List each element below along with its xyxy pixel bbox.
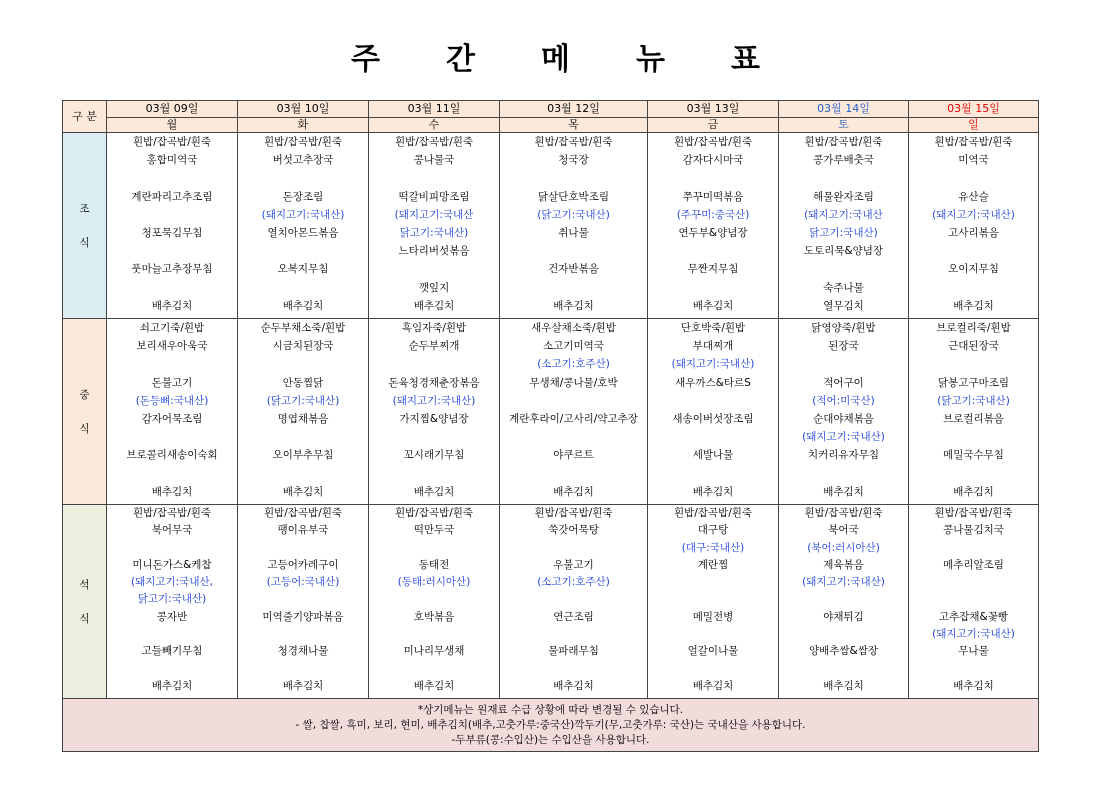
menu-item: 순두부찌개 [408,340,460,353]
menu-item: (대구:국내산) [681,541,745,554]
menu-item [238,540,368,557]
menu-item: (돼지고기:국내산) [802,576,885,589]
menu-item: 시금치된장국 [272,340,334,353]
menu-item: 느타리버섯볶음 [398,245,470,258]
menu-item [909,279,1038,297]
menu-item [779,465,908,483]
menu-item: (돈등뼈:국내산) [135,394,209,407]
menu-item: 숙주나물 [823,281,864,294]
menu-item: (돼지고기:국내산) [261,208,345,221]
menu-item: 배추김치 [413,299,455,312]
menu-item: 흰밥/잡곡밥/흰죽 [263,136,343,148]
menu-item [238,355,368,373]
menu-item: 흰밥/잡곡밥/흰죽 [534,136,613,148]
menu-item: 연근조림 [553,610,594,623]
menu-item: 우불고기 [553,558,594,571]
menu-item [648,169,778,187]
menu-item [107,279,237,297]
menu-item: (돼지고기:국내산) [392,394,476,407]
date-header: 03월 09일 [107,101,238,118]
menu-item: 메밀국수무침 [943,449,1004,462]
menu-item [107,465,237,483]
menu-item [500,540,647,557]
menu-item: 고등어카레구이 [267,558,339,571]
title-char: 뉴 [635,42,665,77]
menu-item: (돼지고기:국내산 [394,208,474,221]
menu-item: 쇠고기죽/흰밥 [139,322,205,334]
page-title [0,34,1111,78]
menu-item [648,428,778,446]
date-header: 03월 13일 [648,101,779,118]
menu-item [648,242,778,260]
title-char: 간 [446,42,475,77]
menu-item: 돈장조림 [282,190,324,203]
menu-item [779,169,908,187]
menu-item: 배추김치 [953,679,994,692]
menu-item: 흰밥/잡곡밥/흰죽 [673,136,753,148]
meal-label-dinner: 석 식 [63,505,107,699]
menu-item: 오이부추무침 [272,449,334,462]
menu-cell [238,133,369,319]
menu-item: 닭영양죽/흰밥 [811,322,876,334]
menu-item: 닭고기:국내산) [809,226,878,239]
menu-item: 새송이버섯장조림 [672,412,754,425]
menu-item: 감자다시마국 [682,154,744,167]
menu-item: 소고기미역국 [543,340,604,353]
menu-item: 해물완자조림 [813,190,874,203]
menu-item [238,591,368,608]
menu-item: 흰밥/잡곡밥/흰죽 [132,507,212,519]
menu-item [369,169,499,187]
menu-item: 무생채/콩나물/호박 [529,376,618,389]
meal-label-lunch: 중 식 [63,319,107,505]
menu-item [909,465,1038,483]
menu-item: 미나리무생채 [403,645,465,658]
menu-item: 배추김치 [823,679,864,692]
menu-item: 동태전 [418,558,450,571]
meal-label-breakfast: 조 식 [63,133,107,319]
menu-item [779,626,908,643]
menu-item: (소고기:호주산) [537,576,610,589]
menu-item: 취나물 [558,226,589,239]
weekly-menu-table [62,100,1039,752]
menu-cell [779,133,909,319]
weekday-header: 금 [648,118,779,133]
menu-item: 브로컬리볶음 [943,412,1004,425]
menu-item: (동태:러시아산) [397,576,471,589]
menu-item [500,465,647,483]
menu-item: 배추김치 [953,485,994,498]
menu-item: 야채튀김 [823,610,864,623]
menu-item [369,540,499,557]
menu-item: 배추김치 [953,299,994,312]
menu-item: 오이지무침 [948,263,999,276]
title-char: 메 [541,42,570,77]
menu-item: 계란찜 [697,558,729,571]
menu-item [369,591,499,608]
menu-item: 야쿠르트 [553,449,594,462]
menu-item: 쑥갓어묵탕 [548,524,599,537]
menu-cell [369,505,500,699]
menu-item: 치커리유자무침 [807,449,879,462]
menu-item: 배추김치 [553,679,594,692]
menu-item [107,661,237,678]
menu-item: 돈불고기 [151,376,193,389]
menu-item: 버섯고추장국 [272,154,334,167]
menu-item [909,591,1038,608]
menu-item [107,242,237,260]
menu-item: 호박볶음 [413,610,455,623]
menu-item: 배추김치 [282,679,324,692]
menu-item: 콩가루배춧국 [813,154,874,167]
menu-item: 제육볶음 [823,558,864,571]
menu-item: 브로콜리새송이숙회 [126,449,218,462]
menu-item [369,465,499,483]
menu-item [500,428,647,446]
menu-item [909,428,1038,446]
menu-item: 떡만두국 [413,524,455,537]
menu-item: 배추김치 [692,299,734,312]
menu-item: 깻잎지 [418,281,450,294]
menu-item [909,355,1038,373]
menu-item: 닭봉고구마조림 [937,376,1009,389]
menu-item: 열치아몬드볶음 [267,226,339,239]
date-header: 03월 15일 [909,101,1039,118]
menu-item: 무짠지무침 [687,263,739,276]
menu-item: 브로컬리죽/흰밥 [936,322,1011,334]
menu-item [107,169,237,187]
notice-footer [63,699,1039,752]
menu-item: (돼지고기:국내산) [671,358,755,371]
notice-line: - 쌀, 찹쌀, 흑미, 보리, 현미, 배추김치(배추,고춧가루:중국산)깍두기(무,고춧가루: 국산)는 국내산을 사용합니다. [295,718,806,731]
menu-item: 계란후라이/고사리/약고추장 [509,412,638,425]
menu-item: 양배추쌈&쌈장 [808,645,879,658]
menu-cell [648,505,779,699]
menu-cell [500,319,648,505]
menu-item [107,540,237,557]
menu-item: 흑임자죽/흰밥 [401,322,467,334]
menu-item [779,661,908,678]
menu-item: 유산슬 [958,190,989,203]
menu-cell [909,319,1039,505]
menu-cell [648,319,779,505]
menu-item: (돼지고기:국내산 [804,208,883,221]
menu-item [107,355,237,373]
menu-item [238,465,368,483]
menu-item: 흰밥/잡곡밥/흰죽 [934,136,1013,148]
menu-item [648,465,778,483]
weekday-header: 일 [909,118,1039,133]
menu-item: 배추김치 [413,679,455,692]
menu-item: 순두부채소죽/흰밥 [260,322,346,334]
menu-item: 물파래무침 [548,645,599,658]
weekday-header: 토 [779,118,909,133]
date-header: 03월 11일 [369,101,500,118]
menu-cell [779,505,909,699]
menu-item: 떡갈비피망조림 [398,190,470,203]
menu-cell [500,133,648,319]
menu-item: 된장국 [828,340,859,353]
menu-item: 북어무국 [151,524,193,537]
menu-item [648,661,778,678]
menu-item: (적어:미국산) [812,394,875,407]
menu-item: 쭈꾸미떡볶음 [682,190,744,203]
menu-item: (고등어:국내산) [266,576,340,589]
menu-cell [909,505,1039,699]
menu-item: 연두부&양념장 [678,226,748,239]
date-header: 03월 14일 [779,101,909,118]
menu-item: 배추김치 [692,679,734,692]
date-header: 03월 12일 [500,101,648,118]
menu-item: 닭살단호박조림 [537,190,609,203]
menu-cell [779,319,909,505]
menu-item: 흰밥/잡곡밥/흰죽 [132,136,212,148]
menu-item [238,661,368,678]
menu-item: 도토리묵&양념장 [803,245,884,258]
menu-item [369,260,499,278]
menu-item [648,392,778,410]
menu-item: 배추김치 [823,485,864,498]
menu-item: 고추잡채&꽃빵 [938,610,1009,623]
menu-item: (주꾸미:중국산) [676,208,750,221]
title-char: 주 [351,42,381,77]
menu-item: 오복지무침 [277,263,329,276]
menu-item: 북어국 [828,524,859,537]
menu-item: 적어구이 [823,376,864,389]
menu-item [648,574,778,591]
menu-item: 메추리알조림 [943,558,1004,571]
weekday-header: 화 [238,118,369,133]
menu-item: (소고기:호주산) [537,358,610,371]
menu-item: 배추김치 [553,299,594,312]
weekday-header: 수 [369,118,500,133]
menu-item [779,260,908,278]
menu-item: 콩자반 [156,610,188,623]
weekday-header: 목 [500,118,648,133]
menu-item: (닭고기:국내산) [937,394,1010,407]
menu-item: 청경채나물 [277,645,329,658]
menu-item [648,626,778,643]
menu-item: 청국장 [558,154,589,167]
menu-item: 흰밥/잡곡밥/흰죽 [394,507,474,519]
menu-cell [107,133,238,319]
menu-item: (돼지고기:국내산) [802,431,885,444]
notice-line: -두부류(콩:수입산)는 수입산을 사용합니다. [451,733,650,746]
menu-cell [369,319,500,505]
menu-item: 흰밥/잡곡밥/흰죽 [804,507,883,519]
menu-item: 대구탕 [697,524,729,537]
menu-item [500,591,647,608]
menu-item: 순대야채볶음 [813,412,874,425]
menu-item: (돼지고기:국내산, [131,576,213,589]
menu-item: 콩나물김치국 [943,524,1004,537]
menu-item: 미니돈가스&케찹 [132,558,212,571]
menu-item: 배추김치 [553,485,594,498]
menu-item [500,626,647,643]
menu-item: 청포묵김무침 [141,226,203,239]
menu-cell [107,319,238,505]
menu-item: 보리새우아욱국 [136,340,208,353]
menu-item: 감자어묵조림 [141,412,203,425]
menu-cell [238,505,369,699]
header-label: 구 분 [63,101,107,133]
menu-item [500,392,647,410]
menu-item: 홍합미역국 [146,154,198,167]
menu-item: 근대된장국 [948,340,999,353]
menu-item: (닭고기:국내산) [266,394,340,407]
menu-item [909,661,1038,678]
menu-item: 부대찌개 [692,340,734,353]
menu-item [107,206,237,224]
menu-item: 흰밥/잡곡밥/흰죽 [934,507,1013,519]
menu-item: (돼지고기:국내산) [932,628,1015,641]
menu-cell [500,505,648,699]
menu-item: 배추김치 [151,299,193,312]
menu-item: 풋마늘고추장무침 [131,263,213,276]
menu-cell [369,133,500,319]
menu-item [500,661,647,678]
menu-item [909,540,1038,557]
menu-item: (돼지고기:국내산) [932,208,1015,221]
menu-item: 닭고기:국내산) [399,226,469,239]
menu-item: 계란파리고추조림 [131,190,213,203]
menu-item: 새우까스&타르S [675,376,751,389]
menu-item: 명엽채볶음 [277,412,329,425]
menu-item: 무나물 [958,645,989,658]
menu-item: 닭고기:국내산) [137,593,207,606]
menu-item: 돈육청경채춘장볶음 [388,376,480,389]
menu-cell [909,133,1039,319]
title-char: 표 [730,42,760,77]
menu-item: 안동찜닭 [282,376,324,389]
menu-item [369,626,499,643]
menu-item: 얼갈이나물 [687,645,739,658]
menu-item: 열무김치 [823,299,864,312]
menu-item [500,169,647,187]
menu-item: 흰밥/잡곡밥/흰죽 [673,507,753,519]
menu-item [238,626,368,643]
menu-item [369,355,499,373]
menu-item: 배추김치 [282,485,324,498]
menu-item: 흰밥/잡곡밥/흰죽 [263,507,343,519]
notice-line: *상기메뉴는 원재료 수급 상황에 따라 변경될 수 있습니다. [417,703,684,716]
menu-item [909,169,1038,187]
menu-item [238,169,368,187]
menu-item: 고들빼기무침 [141,645,203,658]
menu-item [909,574,1038,591]
menu-item [648,591,778,608]
menu-item: 배추김치 [282,299,324,312]
menu-item: 단호박죽/흰밥 [680,322,746,334]
menu-item: 고사리볶음 [948,226,999,239]
menu-cell [107,505,238,699]
menu-item [369,661,499,678]
date-header: 03월 10일 [238,101,369,118]
menu-item: 꼬시래기무침 [403,449,465,462]
menu-cell [238,319,369,505]
weekday-header: 월 [107,118,238,133]
menu-item [238,242,368,260]
menu-item [500,279,647,297]
menu-cell [648,133,779,319]
menu-item: 배추김치 [413,485,455,498]
menu-item: (닭고기:국내산) [537,208,610,221]
menu-item: 팽이유부국 [277,524,329,537]
menu-item: 메밀전병 [692,610,734,623]
menu-item: (북어:러시아산) [807,541,880,554]
menu-item: 흰밥/잡곡밥/흰죽 [394,136,474,148]
menu-item [779,355,908,373]
menu-item [909,242,1038,260]
menu-item: 흰밥/잡곡밥/흰죽 [804,136,883,148]
menu-item: 건자반볶음 [548,263,599,276]
menu-item: 배추김치 [151,485,193,498]
menu-item: 배추김치 [692,485,734,498]
menu-item: 가지찜&양념장 [399,412,469,425]
menu-item: 미역줄기양파볶음 [262,610,344,623]
menu-item [369,428,499,446]
menu-item [107,428,237,446]
menu-item: 세발나물 [692,449,734,462]
menu-item: 콩나물국 [413,154,455,167]
menu-item [238,279,368,297]
menu-item [779,591,908,608]
menu-item [500,242,647,260]
menu-item [648,279,778,297]
menu-item: 미역국 [958,154,989,167]
menu-item [238,428,368,446]
menu-item [107,626,237,643]
menu-item: 새우살채소죽/흰밥 [531,322,616,334]
menu-item: 배추김치 [151,679,193,692]
menu-item: 흰밥/잡곡밥/흰죽 [534,507,613,519]
